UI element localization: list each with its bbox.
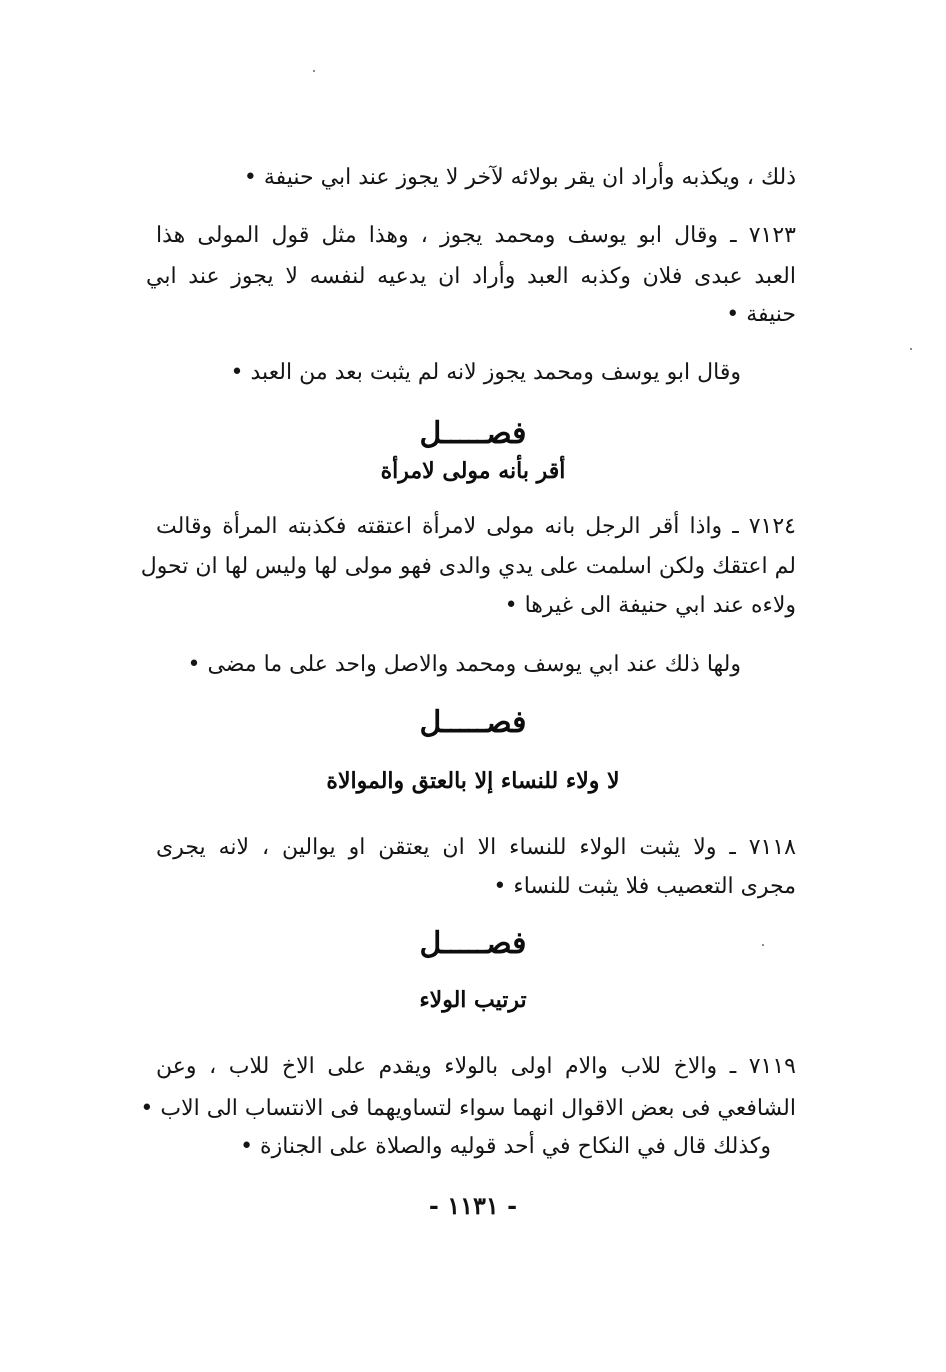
scan-speck: [313, 70, 315, 72]
text-line: العبد عبدى فلان وكذبه العبد وأراد ان يدعيه لنفسه لا يجوز عند ابي: [146, 264, 796, 289]
text-line: ٧١٢٤ ـ واذا أقر الرجل بانه مولى لامرأة اعتقته فكذبته المرأة وقالت: [156, 514, 796, 539]
text-line: ذلك ، ويكذبه وأراد ان يقر بولائه لآخر لا يجوز عند ابي حنيفة •: [243, 165, 796, 190]
section-heading: فصـــــل: [419, 705, 527, 740]
text-line: وكذلك قال في النكاح في أحد قوليه والصلاة على الجنازة •: [240, 1134, 771, 1159]
text-line: حنيفة •: [726, 302, 796, 327]
text-line: ٧١١٩ ـ والاخ للاب والام اولى بالولاء ويقدم على الاخ للاب ، وعن: [156, 1054, 796, 1079]
section-heading: فصـــــل: [419, 926, 527, 961]
page-number: - ١١٣١ -: [428, 1191, 518, 1220]
text-line: ٧١٢٣ ـ وقال ابو يوسف ومحمد يجوز ، وهذا مثل قول المولى هذا: [156, 223, 796, 248]
section-subheading: أقر بأنه مولى لامرأة: [380, 458, 566, 484]
section-subheading: ترتيب الولاء: [419, 987, 527, 1013]
text-line: ولاءه عند ابي حنيفة الى غيرها •: [504, 593, 796, 618]
text-line: وقال ابو يوسف ومحمد يجوز لانه لم يثبت بعد من العبد •: [230, 360, 741, 385]
section-heading: فصـــــل: [419, 416, 527, 451]
text-line: مجرى التعصيب فلا يثبت للنساء •: [493, 874, 796, 899]
scan-speck: [910, 348, 912, 350]
text-line: لم اعتقك ولكن اسلمت على يدي والدى فهو مولى لها وليس لها ان تحول: [140, 554, 796, 579]
text-line: الشافعي فى بعض الاقوال انهما سواء لتساويهما فى الانتساب الى الاب •: [140, 1096, 796, 1121]
section-subheading: لا ولاء للنساء إلا بالعتق والموالاة: [326, 768, 620, 794]
text-line: ولها ذلك عند ابي يوسف ومحمد والاصل واحد على ما مضى •: [187, 652, 741, 677]
text-line: ٧١١٨ ـ ولا يثبت الولاء للنساء الا ان يعتقن او يوالين ، لانه يجرى: [156, 835, 796, 860]
